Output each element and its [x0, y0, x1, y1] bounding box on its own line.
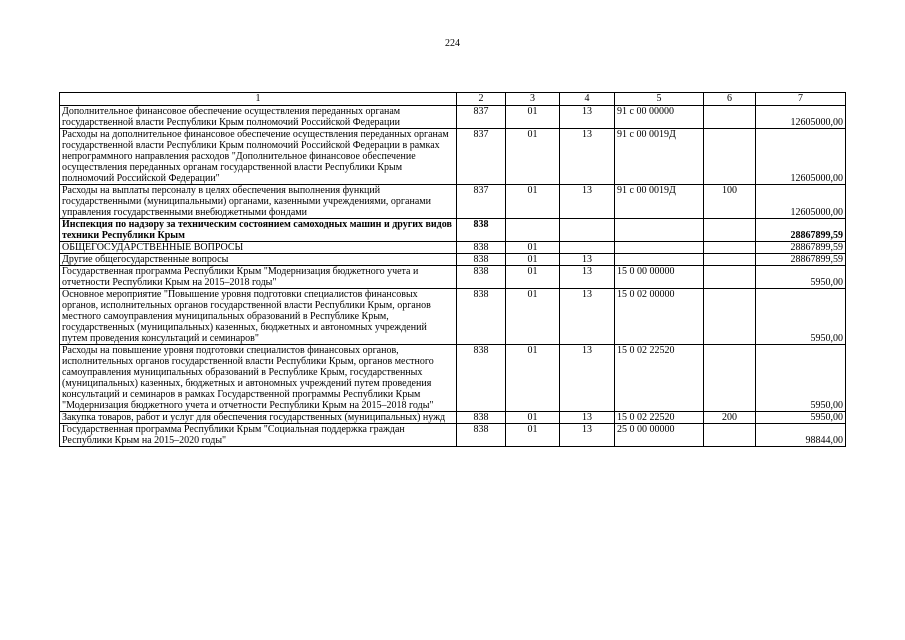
item-expense-type — [704, 129, 756, 185]
item-amount: 12605000,00 — [756, 129, 846, 185]
budget-table — [59, 92, 846, 447]
table-row — [60, 424, 846, 447]
item-name: Дополнительное финансовое обеспечение осуществления переданных органам государственной власти Республики Крым полномочий Российской Федерации — [60, 106, 457, 129]
item-ved-code: 838 — [457, 266, 506, 289]
item-subsection-code: 13 — [560, 106, 615, 129]
table-row — [60, 129, 846, 185]
item-target-code: 91 с 00 0019Д — [615, 129, 704, 185]
item-expense-type — [704, 424, 756, 447]
table-row — [60, 219, 846, 242]
item-amount: 28867899,59 — [756, 219, 846, 242]
item-expense-type: 200 — [704, 412, 756, 424]
item-subsection-code: 13 — [560, 345, 615, 412]
item-expense-type — [704, 254, 756, 266]
item-section-code: 01 — [506, 345, 560, 412]
item-section-code: 01 — [506, 106, 560, 129]
item-name: Расходы на выплаты персоналу в целях обеспечения выполнения функций государственными (муниципальными) органами, казенными учреждениями, органами управления государственными внебюджетными фондами — [60, 185, 457, 219]
item-expense-type — [704, 219, 756, 242]
item-subsection-code: 13 — [560, 254, 615, 266]
item-target-code: 15 0 02 00000 — [615, 289, 704, 345]
item-subsection-code: 13 — [560, 185, 615, 219]
item-expense-type — [704, 242, 756, 254]
table-row — [60, 266, 846, 289]
item-expense-type — [704, 106, 756, 129]
item-amount: 12605000,00 — [756, 185, 846, 219]
item-ved-code: 838 — [457, 254, 506, 266]
item-target-code: 25 0 00 00000 — [615, 424, 704, 447]
table-row — [60, 345, 846, 412]
table-row — [60, 412, 846, 424]
page-number: 224 — [445, 38, 460, 49]
item-subsection-code: 13 — [560, 129, 615, 185]
item-target-code: 91 с 00 0019Д — [615, 185, 704, 219]
item-subsection-code: 13 — [560, 412, 615, 424]
item-name: Инспекция по надзору за техническим состоянием самоходных машин и других видов техники Республики Крым — [60, 219, 457, 242]
item-amount: 98844,00 — [756, 424, 846, 447]
header-col-2: 2 — [457, 93, 506, 106]
item-subsection-code — [560, 242, 615, 254]
item-target-code: 15 0 02 22520 — [615, 412, 704, 424]
table-row — [60, 289, 846, 345]
item-section-code: 01 — [506, 129, 560, 185]
item-target-code — [615, 242, 704, 254]
item-ved-code: 838 — [457, 289, 506, 345]
item-section-code: 01 — [506, 242, 560, 254]
item-amount: 28867899,59 — [756, 254, 846, 266]
item-target-code: 91 с 00 00000 — [615, 106, 704, 129]
item-target-code: 15 0 00 00000 — [615, 266, 704, 289]
item-subsection-code: 13 — [560, 266, 615, 289]
item-section-code: 01 — [506, 266, 560, 289]
item-ved-code: 837 — [457, 185, 506, 219]
item-ved-code: 838 — [457, 242, 506, 254]
header-col-4: 4 — [560, 93, 615, 106]
item-name: Основное мероприятие "Повышение уровня подготовки специалистов финансовых органов, исполнительных органов государственной власти Республики Крым, органов местного самоуправления муниципальных образований в Республике Крым, государственных (муниципальных) казенных, бюджетных и автономных учреждений путем проведения консультаций и семинаров" — [60, 289, 457, 345]
item-section-code: 01 — [506, 424, 560, 447]
item-expense-type — [704, 266, 756, 289]
item-subsection-code: 13 — [560, 424, 615, 447]
item-target-code — [615, 254, 704, 266]
header-col-3: 3 — [506, 93, 560, 106]
item-name: Государственная программа Республики Крым "Модернизация бюджетного учета и отчетности Республики Крым на 2015–2018 годы" — [60, 266, 457, 289]
item-section-code: 01 — [506, 412, 560, 424]
table-row — [60, 254, 846, 266]
table-row — [60, 106, 846, 129]
item-target-code: 15 0 02 22520 — [615, 345, 704, 412]
item-section-code: 01 — [506, 185, 560, 219]
item-section-code: 01 — [506, 254, 560, 266]
item-name: Расходы на дополнительное финансовое обеспечение осуществления переданных органам государственной власти Республики Крым полномочий Российской Федерации в рамках непрограммного направления расходов "Дополнительное финансовое обеспечение осуществления переданных органам государственной власти Республики Крым полномочий Российской Федерации" — [60, 129, 457, 185]
item-section-code — [506, 219, 560, 242]
item-expense-type — [704, 345, 756, 412]
item-section-code: 01 — [506, 289, 560, 345]
header-col-1: 1 — [60, 93, 457, 106]
item-amount: 5950,00 — [756, 345, 846, 412]
item-ved-code: 837 — [457, 106, 506, 129]
header-col-6: 6 — [704, 93, 756, 106]
item-expense-type — [704, 289, 756, 345]
table-row — [60, 242, 846, 254]
item-ved-code: 838 — [457, 412, 506, 424]
item-name: Государственная программа Республики Крым "Социальная поддержка граждан Республики Крым на 2015–2020 годы" — [60, 424, 457, 447]
item-amount: 5950,00 — [756, 266, 846, 289]
item-expense-type: 100 — [704, 185, 756, 219]
table-row — [60, 185, 846, 219]
item-name: Закупка товаров, работ и услуг для обеспечения государственных (муниципальных) нужд — [60, 412, 457, 424]
item-amount: 12605000,00 — [756, 106, 846, 129]
item-target-code — [615, 219, 704, 242]
header-col-5: 5 — [615, 93, 704, 106]
item-subsection-code — [560, 219, 615, 242]
item-name: Другие общегосударственные вопросы — [60, 254, 457, 266]
item-ved-code: 838 — [457, 424, 506, 447]
item-amount: 5950,00 — [756, 412, 846, 424]
item-ved-code: 837 — [457, 129, 506, 185]
item-amount: 5950,00 — [756, 289, 846, 345]
table-header-row — [60, 93, 846, 106]
item-ved-code: 838 — [457, 219, 506, 242]
item-ved-code: 838 — [457, 345, 506, 412]
item-name: Расходы на повышение уровня подготовки специалистов финансовых органов, исполнительных органов государственной власти Республики Крым, органов местного самоуправления муниципальных образований в Республике Крым, государственных (муниципальных) казенных, бюджетных и автономных учреждений путем проведения консультаций и семинаров в рамках Государственной программы Республики Крым "Модернизация бюджетного учета и отчетности Республики Крым на 2015–2018 годы" — [60, 345, 457, 412]
item-amount: 28867899,59 — [756, 242, 846, 254]
header-col-7: 7 — [756, 93, 846, 106]
item-name: ОБЩЕГОСУДАРСТВЕННЫЕ ВОПРОСЫ — [60, 242, 457, 254]
item-subsection-code: 13 — [560, 289, 615, 345]
